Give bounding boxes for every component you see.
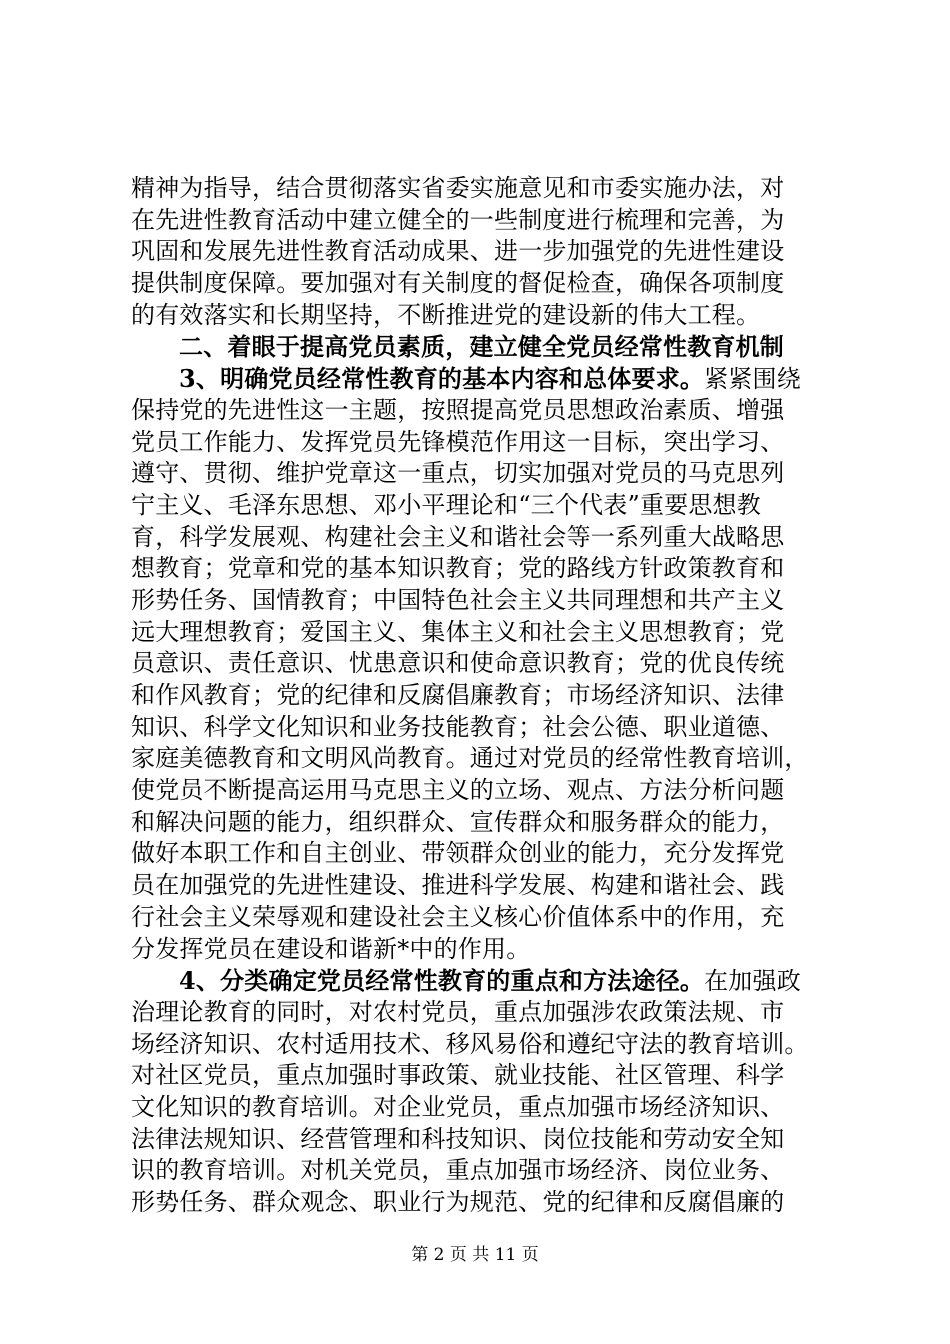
text-line: 员意识、责任意识、忧患意识和使命意识教育；党的优良传统	[131, 649, 785, 678]
text-line: 形势任务、群众观念、职业行为规范、党的纪律和反腐倡廉的	[131, 1188, 785, 1216]
paragraph-start-line	[131, 965, 826, 997]
text-line: 场经济知识、农村适用技术、移风易俗和遵纪守法的教育培训。	[131, 1029, 809, 1058]
text-line: 想教育；党章和党的基本知识教育；党的路线方针政策教育和	[131, 554, 785, 583]
text-line: 精神为指导，结合贯彻落实省委实施意见和市委实施办法，对	[131, 174, 785, 202]
text-line: 巩固和发展先进性教育活动成果、进一步加强党的先进性建设	[131, 237, 785, 266]
body-text	[131, 173, 826, 1219]
text-line: 宁主义、毛泽东思想、邓小平理论和“三个代表”重要思想教	[131, 490, 761, 519]
text-line: 远大理想教育；爱国主义、集体主义和社会主义思想教育；党	[131, 617, 785, 646]
text-line: 党员工作能力、发挥党员先锋模范作用这一目标，突出学习、	[131, 427, 785, 456]
page-number-footer: 第 2 页 共 11 页	[411, 1245, 539, 1265]
text-line: 育，科学发展观、构建社会主义和谐社会等一系列重大战略思	[131, 522, 785, 551]
paragraph-text: 在加强政	[704, 967, 801, 996]
text-line: 保持党的先进性这一主题，按照提高党员思想政治素质、增强	[131, 395, 785, 424]
text-line: 形势任务、国情教育；中国特色社会主义共同理想和共产主义	[131, 585, 785, 614]
paragraph-lead: 4、分类确定党员经常性教育的重点和方法途径。	[179, 966, 705, 996]
text-line: 知识、科学文化知识和业务技能教育；社会公德、职业道德、	[131, 712, 785, 741]
text-line: 在先进性教育活动中建立健全的一些制度进行梳理和完善，为	[131, 205, 785, 234]
text-line: 行社会主义荣辱观和建设社会主义核心价值体系中的作用，充	[131, 902, 785, 931]
paragraph-lead: 3、明确党员经常性教育的基本内容和总体要求。	[179, 364, 705, 394]
text-line: 对社区党员，重点加强时事政策、就业技能、社区管理、科学	[131, 1061, 785, 1090]
text-line: 治理论教育的同时，对农村党员，重点加强涉农政策法规、市	[131, 997, 785, 1026]
text-line: 遵守、贯彻、维护党章这一重点，切实加强对党员的马克思列	[131, 459, 785, 488]
text-line: 的有效落实和长期坚持，不断推进党的建设新的伟大工程。	[131, 300, 761, 329]
text-line: 家庭美德教育和文明风尚教育。通过对党员的经常性教育培训，	[131, 744, 809, 773]
paragraph-start-line	[131, 363, 826, 395]
text-line: 法律法规知识、经营管理和科技知识、岗位技能和劳动安全知	[131, 1124, 785, 1153]
text-line: 和作风教育；党的纪律和反腐倡廉教育；市场经济知识、法律	[131, 681, 785, 709]
text-line: 和解决问题的能力，组织群众、宣传群众和服务群众的能力，	[131, 807, 785, 836]
text-line: 分发挥党员在建设和谐新*中的作用。	[131, 934, 531, 963]
text-line: 提供制度保障。要加强对有关制度的督促检查，确保各项制度	[131, 269, 785, 298]
text-line: 文化知识的教育培训。对企业党员，重点加强市场经济知识、	[131, 1092, 785, 1121]
text-line: 使党员不断提高运用马克思主义的立场、观点、方法分析问题	[131, 776, 785, 805]
text-line: 识的教育培训。对机关党员，重点加强市场经济、岗位业务、	[131, 1156, 785, 1185]
text-line: 做好本职工作和自主创业、带领群众创业的能力，充分发挥党	[131, 839, 785, 868]
paragraph-text: 紧紧围绕	[704, 365, 801, 394]
text-line: 员在加强党的先进性建设、推进科学发展、构建和谐社会、践	[131, 871, 785, 900]
section-heading: 二、着眼于提高党员素质，建立健全党员经常性教育机制	[179, 332, 784, 362]
